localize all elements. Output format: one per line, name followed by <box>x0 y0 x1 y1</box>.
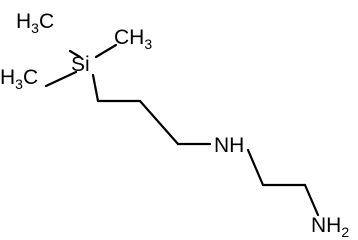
methyl-top-right-label: $CH_3$ <box>114 26 153 52</box>
methyl-top-left-label: $H_3C$ <box>16 10 55 36</box>
bond-c2-c3 <box>140 101 178 144</box>
amine-nh-label: NH <box>214 134 245 157</box>
silicon-label: Si <box>71 53 90 76</box>
methyl-left-label: $H_3C$ <box>0 66 39 92</box>
bond-c5-nh2 <box>305 185 318 215</box>
bond-si-methyl-top-right <box>96 45 116 57</box>
bond-si-c1 <box>93 75 98 101</box>
atom-labels <box>0 10 349 240</box>
bond-nh-c4 <box>248 150 263 185</box>
amine-terminal-label: $NH_2$ <box>311 214 350 240</box>
